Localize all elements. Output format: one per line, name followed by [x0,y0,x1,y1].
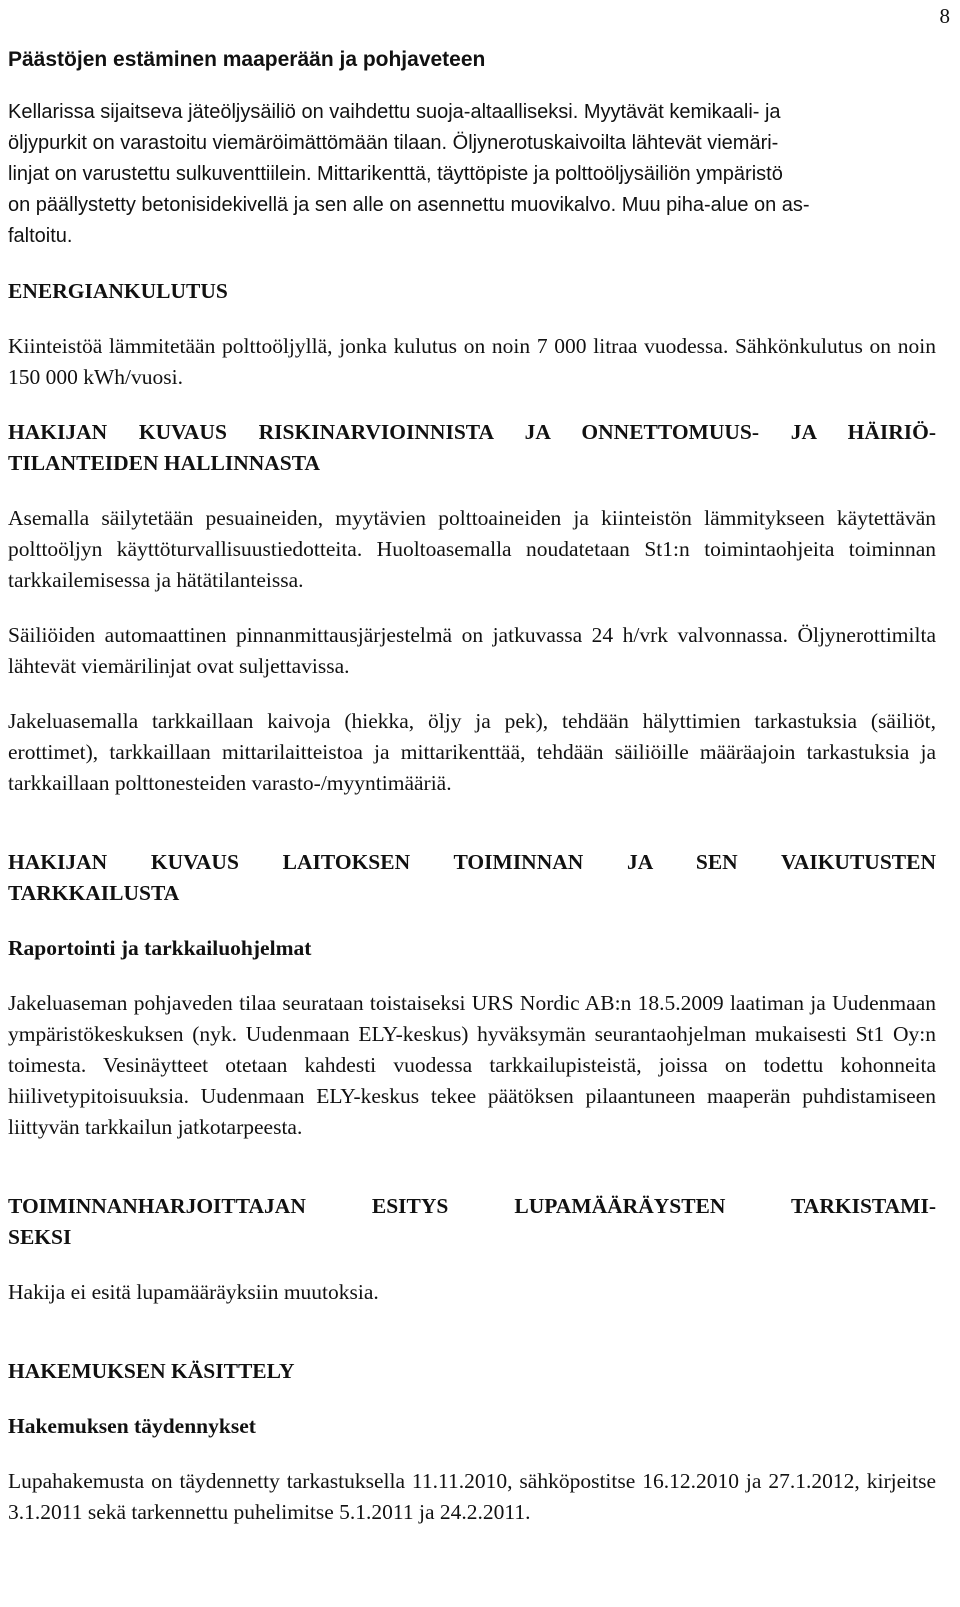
riski-paragraph-2: Säiliöiden automaattinen pinnanmittausjärjestelmä on jatkuvassa 24 h/vrk valvonnassa. Öljynerottimilta lähtevät viemärilinjat ovat suljettavissa. [8,623,936,678]
tarkkailu-title-line1: HAKIJAN KUVAUS LAITOKSEN TOIMINNAN JA SEN VAIKUTUSTEN [8,850,936,874]
kasittely-subtitle: Hakemuksen täydennykset [8,1414,256,1438]
riski-paragraph-1: Asemalla säilytetään pesuaineiden, myytävien polttoaineiden ja kiinteistön lämmitykseen käytettävän polttoöljyn käyttöturvallisuustiedotteita. Huoltoasemalla noudatetaan St1:n toimintaohjeita toiminnan tarkkailemisessa ja hätätilanteissa. [8,506,936,592]
tarkkailu-paragraph: Jakeluaseman pohjaveden tilaa seurataan toistaiseksi URS Nordic AB:n 18.5.2009 laatiman ja Uudenmaan ympäristökeskuksen (nyk. Uudenmaan ELY-keskus) hyväksymän seurantaohjelman mukaisesti St1 Oy:n toimesta. Vesinäytteet otetaan kahdesti vuodessa tarkkailupisteistä, joissa on todettu kohonneita hiilivetypitoisuuksia. Uudenmaan ELY-keskus tekee päätöksen pilaantuneen maaperän puhdistamiseen liittyvän tarkkailun jatkotarpeesta. [8,991,936,1139]
paastojen-line: öljypurkit on varastoitu viemäröimättömään tilaan. Öljynerotuskaivoilta lähtevät viemäri- [8,132,779,154]
paastojen-line: linjat on varustettu sulkuventtiilein. Mittarikenttä, täyttöpiste ja polttoöljysäiliön ympäristö [8,163,783,185]
esitys-title-line2: SEKSI [8,1225,72,1249]
paastojen-paragraph [8,97,936,252]
paastojen-line: Kellarissa sijaitseva jäteöljysäiliö on vaihdettu suoja-altaalliseksi. Myytävät kemikaali- ja [8,101,781,123]
tarkkailu-title-line2: TARKKAILUSTA [8,881,180,905]
document-body [8,34,936,1528]
page-number: 8 [939,4,950,28]
kasittely-paragraph: Lupahakemusta on täydennetty tarkastuksella 11.11.2010, sähköpostitse 16.12.2010 ja 27.1.2012, kirjeitse 3.1.2011 sekä tarkennettu puhelimitse 5.1.2011 ja 24.2.2011. [8,1469,936,1524]
esitys-paragraph: Hakija ei esitä lupamääräyksiin muutoksia. [8,1280,379,1304]
section-title-paastojen: Päästöjen estäminen maaperään ja pohjaveteen [8,48,486,71]
section-title-kasittely: HAKEMUKSEN KÄSITTELY [8,1359,295,1383]
esitys-title-line1: TOIMINNANHARJOITTAJAN ESITYS LUPAMÄÄRÄYSTEN TARKISTAMI- [8,1194,936,1218]
riski-title-line1: HAKIJAN KUVAUS RISKINARVIOINNISTA JA ONNETTOMUUS- JA HÄIRIÖ- [8,420,936,444]
section-title-esitys [8,1191,936,1253]
tarkkailu-subtitle: Raportointi ja tarkkailuohjelmat [8,936,312,960]
section-title-riski [8,417,936,479]
paastojen-line: on päällystetty betonisidekivellä ja sen alle on asennettu muovikalvo. Muu piha-alue on as- [8,194,810,216]
section-title-tarkkailu [8,847,936,909]
section-title-energia: ENERGIANKULUTUS [8,279,228,303]
riski-paragraph-3: Jakeluasemalla tarkkaillaan kaivoja (hiekka, öljy ja pek), tehdään hälyttimien tarkastuksia (säiliöt, erottimet), tarkkaillaan mittarilaitteistoa ja mittarikenttää, tehdään säiliöille määräajoin tarkastuksia ja tarkkaillaan polttonesteiden varasto-/myyntimääriä. [8,709,936,795]
riski-title-line2: TILANTEIDEN HALLINNASTA [8,451,321,475]
energia-paragraph: Kiinteistöä lämmitetään polttoöljyllä, jonka kulutus on noin 7 000 litraa vuodessa. Sähkönkulutus on noin 150 000 kWh/vuosi. [8,334,936,389]
paastojen-line: faltoitu. [8,225,73,247]
